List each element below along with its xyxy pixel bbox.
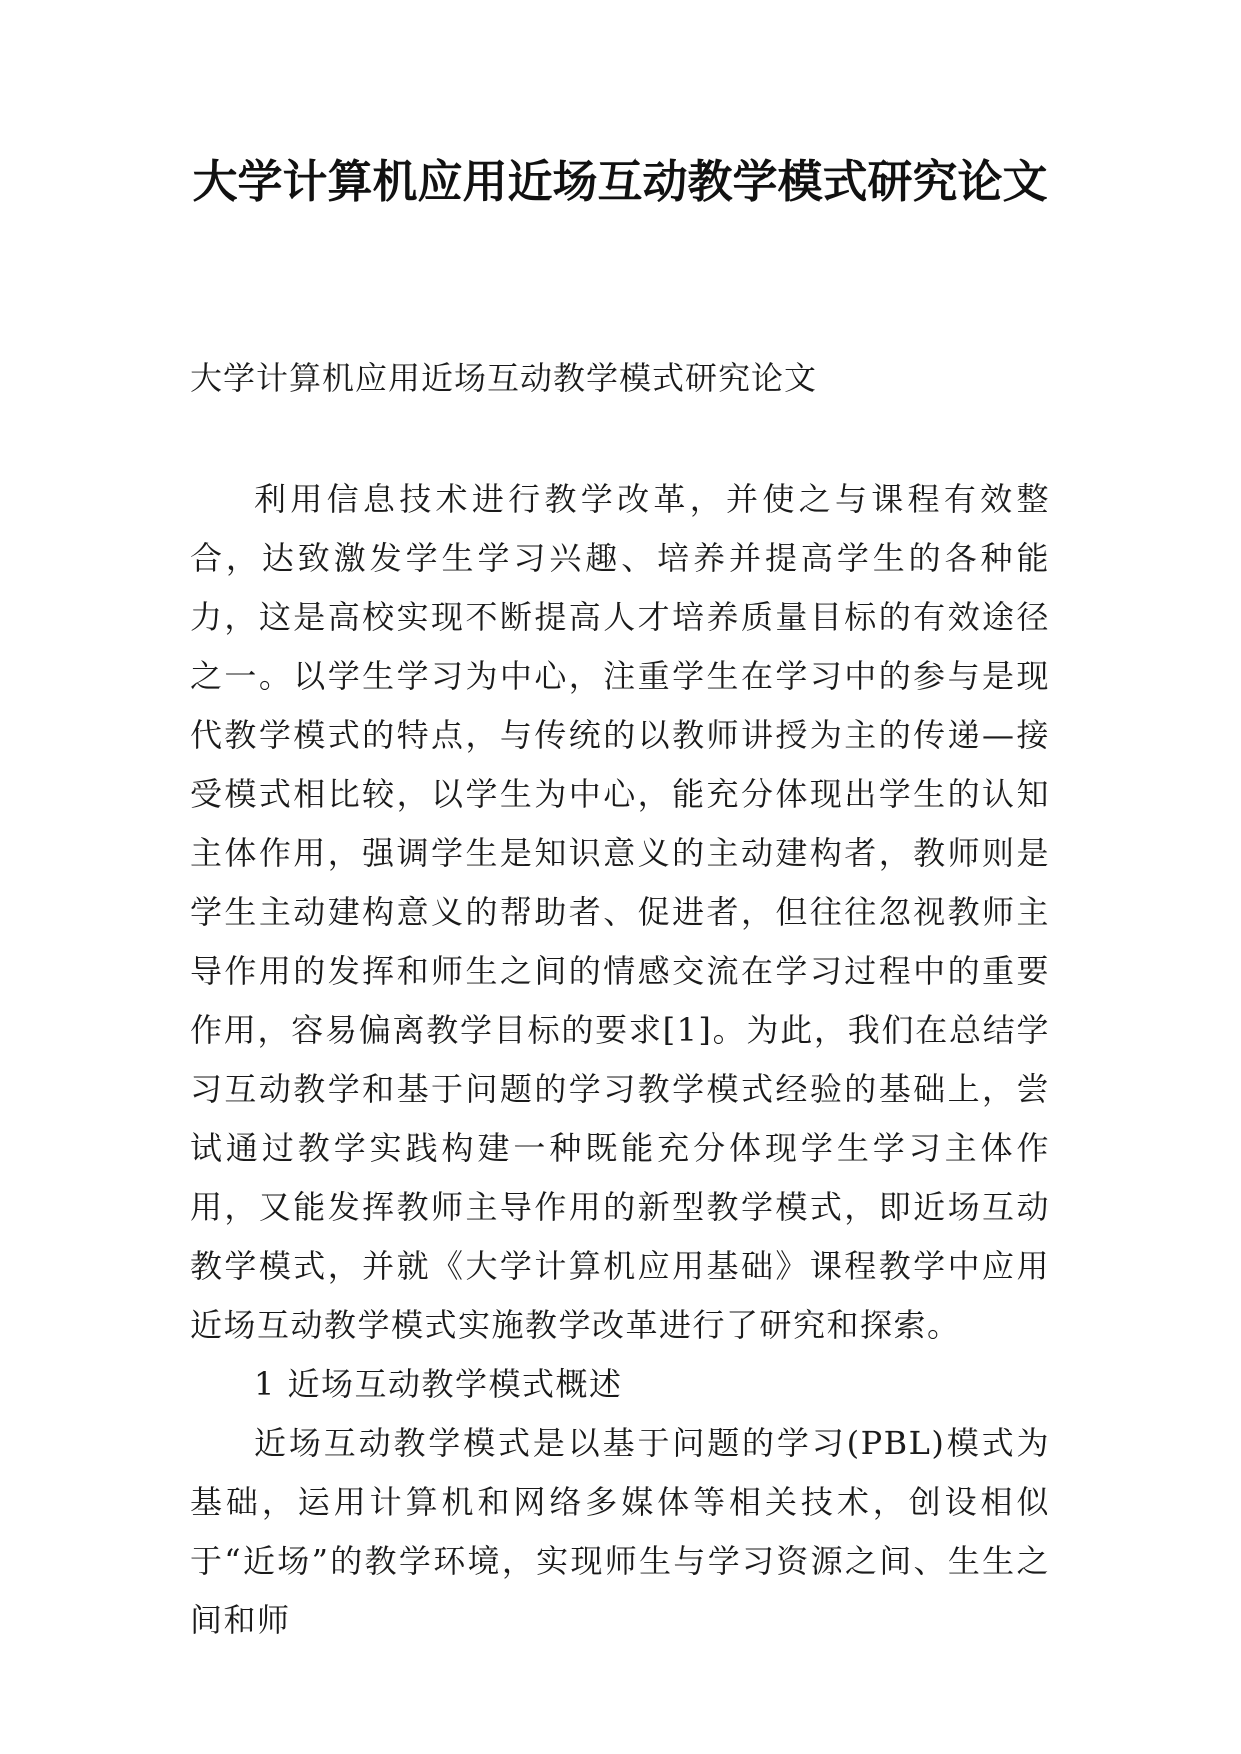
paragraph: 利用信息技术进行教学改革，并使之与课程有效整合，达致激发学生学习兴趣、培养并提高学生的各种能力，这是高校实现不断提高人才培养质量目标的有效途径之一。以学生学习为中心，注重学生在学习中的参与是现代教学模式的特点，与传统的以教师讲授为主的传递—接受模式相比较，以学生为中心，能充分体现出学生的认知主体作用，强调学生是知识意义的主动建构者，教师则是学生主动建构意义的帮助者、促进者，但往往忽视教师主导作用的发挥和师生之间的情感交流在学习过程中的重要作用，容易偏离教学目标的要求[1]。为此，我们在总结学习互动教学和基于问题的学习教学模式经验的基础上，尝试通过教学实践构建一种既能充分体现学生学习主体作用，又能发挥教师主导作用的新型教学模式，即近场互动教学模式，并就《大学计算机应用基础》课程教学中应用近场互动教学模式实施教学改革进行了研究和探索。 — [190, 480, 1050, 1344]
paragraph: 近场互动教学模式是以基于问题的学习(PBL)模式为基础，运用计算机和网络多媒体等相关技术，创设相似于“近场”的教学环境，实现师生与学习资源之间、生生之间和师 — [190, 1424, 1050, 1639]
document-subtitle: 大学计算机应用近场互动教学模式研究论文 — [190, 359, 818, 397]
document-body — [190, 470, 1050, 1650]
section-heading: 1 近场互动教学模式概述 — [254, 1365, 623, 1403]
document-title: 大学计算机应用近场互动教学模式研究论文 — [192, 155, 1048, 208]
